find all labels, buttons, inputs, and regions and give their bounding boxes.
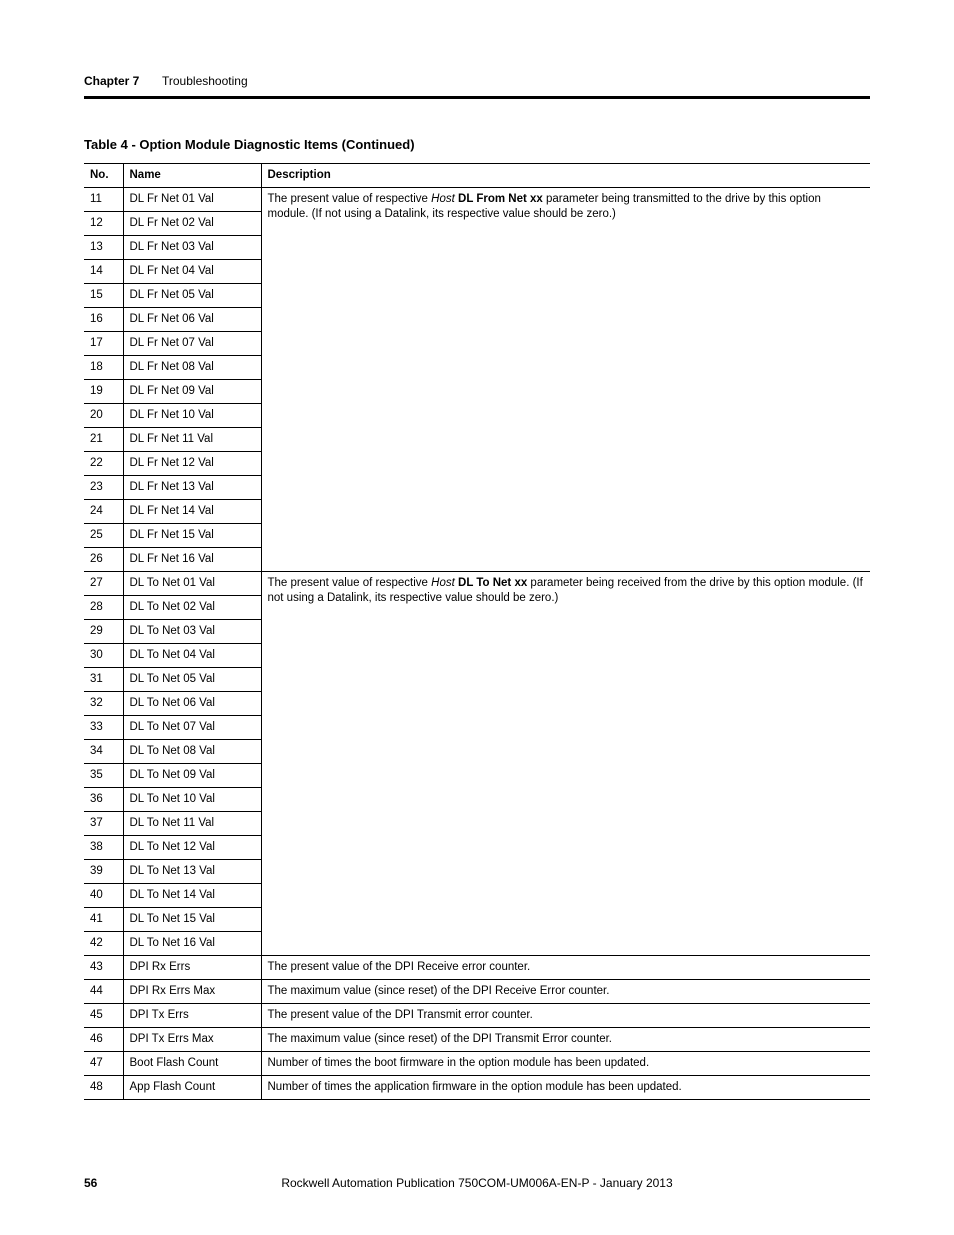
item-name: App Flash Count: [123, 1076, 261, 1100]
page-header: [84, 73, 870, 89]
item-number: 36: [84, 788, 123, 812]
item-name: DL Fr Net 09 Val: [123, 380, 261, 404]
item-name: DL Fr Net 15 Val: [123, 524, 261, 548]
item-name: DL To Net 12 Val: [123, 836, 261, 860]
desc-suffix: parameter being transmitted to the drive by this option module. (If not using a Datalink, its respective value should be zero.): [267, 193, 821, 220]
item-number: 38: [84, 836, 123, 860]
item-name: DL Fr Net 04 Val: [123, 260, 261, 284]
item-name: DL To Net 10 Val: [123, 788, 261, 812]
chapter-label: Chapter 7: [84, 74, 140, 88]
item-number: 14: [84, 260, 123, 284]
item-number: 40: [84, 884, 123, 908]
item-name: DL Fr Net 10 Val: [123, 404, 261, 428]
column-header-description: Description: [261, 164, 870, 188]
item-number: 13: [84, 236, 123, 260]
item-number: 32: [84, 692, 123, 716]
item-number: 28: [84, 596, 123, 620]
item-number: 41: [84, 908, 123, 932]
item-description: [261, 188, 870, 572]
item-number: 43: [84, 956, 123, 980]
item-name: DL Fr Net 03 Val: [123, 236, 261, 260]
table-row: [84, 956, 870, 980]
item-name: DL To Net 02 Val: [123, 596, 261, 620]
item-number: 31: [84, 668, 123, 692]
desc-parameter: DL From Net xx: [454, 193, 543, 205]
item-number: 39: [84, 860, 123, 884]
item-name: DL To Net 15 Val: [123, 908, 261, 932]
header-rule: [84, 96, 870, 99]
item-name: DL Fr Net 06 Val: [123, 308, 261, 332]
item-name: DL To Net 03 Val: [123, 620, 261, 644]
item-name: DPI Tx Errs: [123, 1004, 261, 1028]
item-number: 20: [84, 404, 123, 428]
item-number: 44: [84, 980, 123, 1004]
item-number: 12: [84, 212, 123, 236]
item-number: 46: [84, 1028, 123, 1052]
item-number: 42: [84, 932, 123, 956]
item-number: 16: [84, 308, 123, 332]
item-name: DL To Net 07 Val: [123, 716, 261, 740]
item-number: 19: [84, 380, 123, 404]
table-row: [84, 188, 870, 212]
item-name: DPI Rx Errs: [123, 956, 261, 980]
item-description: The present value of the DPI Transmit error counter.: [261, 1004, 870, 1028]
table-row: [84, 572, 870, 596]
table-body: [84, 188, 870, 1100]
diagnostic-items-table: [84, 163, 870, 1100]
item-number: 21: [84, 428, 123, 452]
item-name: DL To Net 05 Val: [123, 668, 261, 692]
desc-parameter: DL To Net xx: [454, 577, 528, 589]
desc-host: Host: [431, 577, 455, 589]
item-name: DPI Tx Errs Max: [123, 1028, 261, 1052]
item-number: 22: [84, 452, 123, 476]
desc-prefix: The present value of respective: [267, 193, 432, 205]
item-name: Boot Flash Count: [123, 1052, 261, 1076]
table-title: Table 4 - Option Module Diagnostic Items (Continued): [84, 137, 415, 152]
item-number: 23: [84, 476, 123, 500]
table-row: [84, 980, 870, 1004]
page-number: 56: [84, 1176, 98, 1190]
item-name: DPI Rx Errs Max: [123, 980, 261, 1004]
item-number: 24: [84, 500, 123, 524]
item-number: 29: [84, 620, 123, 644]
item-name: DL Fr Net 16 Val: [123, 548, 261, 572]
table-row: [84, 1004, 870, 1028]
publication-info: Rockwell Automation Publication 750COM-UM006A-EN-P - January 2013: [281, 1176, 673, 1190]
item-description: The present value of the DPI Receive error counter.: [261, 956, 870, 980]
item-number: 45: [84, 1004, 123, 1028]
item-name: DL Fr Net 12 Val: [123, 452, 261, 476]
item-number: 34: [84, 740, 123, 764]
item-number: 37: [84, 812, 123, 836]
item-name: DL To Net 13 Val: [123, 860, 261, 884]
item-name: DL Fr Net 02 Val: [123, 212, 261, 236]
item-name: DL To Net 01 Val: [123, 572, 261, 596]
item-number: 27: [84, 572, 123, 596]
item-number: 33: [84, 716, 123, 740]
item-name: DL Fr Net 14 Val: [123, 500, 261, 524]
desc-prefix: The present value of respective: [267, 577, 432, 589]
item-number: 18: [84, 356, 123, 380]
item-description: The maximum value (since reset) of the DPI Transmit Error counter.: [261, 1028, 870, 1052]
item-description: Number of times the boot firmware in the option module has been updated.: [261, 1052, 870, 1076]
item-number: 47: [84, 1052, 123, 1076]
table-row: [84, 1052, 870, 1076]
item-name: DL To Net 06 Val: [123, 692, 261, 716]
item-name: DL Fr Net 01 Val: [123, 188, 261, 212]
item-name: DL To Net 14 Val: [123, 884, 261, 908]
item-name: DL To Net 16 Val: [123, 932, 261, 956]
column-header-name: Name: [123, 164, 261, 188]
item-name: DL Fr Net 05 Val: [123, 284, 261, 308]
item-description: The maximum value (since reset) of the DPI Receive Error counter.: [261, 980, 870, 1004]
item-description: Number of times the application firmware in the option module has been updated.: [261, 1076, 870, 1100]
item-number: 35: [84, 764, 123, 788]
item-number: 15: [84, 284, 123, 308]
table-row: [84, 1028, 870, 1052]
item-name: DL Fr Net 11 Val: [123, 428, 261, 452]
item-number: 26: [84, 548, 123, 572]
desc-suffix: parameter being received from the drive by this option module. (If not using a Datalink, its respective value should be zero.): [267, 577, 863, 604]
item-name: DL Fr Net 13 Val: [123, 476, 261, 500]
column-header-no: No.: [84, 164, 123, 188]
item-name: DL To Net 08 Val: [123, 740, 261, 764]
item-name: DL Fr Net 08 Val: [123, 356, 261, 380]
item-number: 11: [84, 188, 123, 212]
item-number: 25: [84, 524, 123, 548]
item-number: 30: [84, 644, 123, 668]
item-number: 17: [84, 332, 123, 356]
desc-host: Host: [431, 193, 455, 205]
item-name: DL To Net 11 Val: [123, 812, 261, 836]
table-header-row: [84, 164, 870, 188]
table-row: [84, 1076, 870, 1100]
item-name: DL To Net 09 Val: [123, 764, 261, 788]
item-description: [261, 572, 870, 956]
section-title: Troubleshooting: [162, 74, 248, 88]
item-name: DL To Net 04 Val: [123, 644, 261, 668]
item-number: 48: [84, 1076, 123, 1100]
item-name: DL Fr Net 07 Val: [123, 332, 261, 356]
